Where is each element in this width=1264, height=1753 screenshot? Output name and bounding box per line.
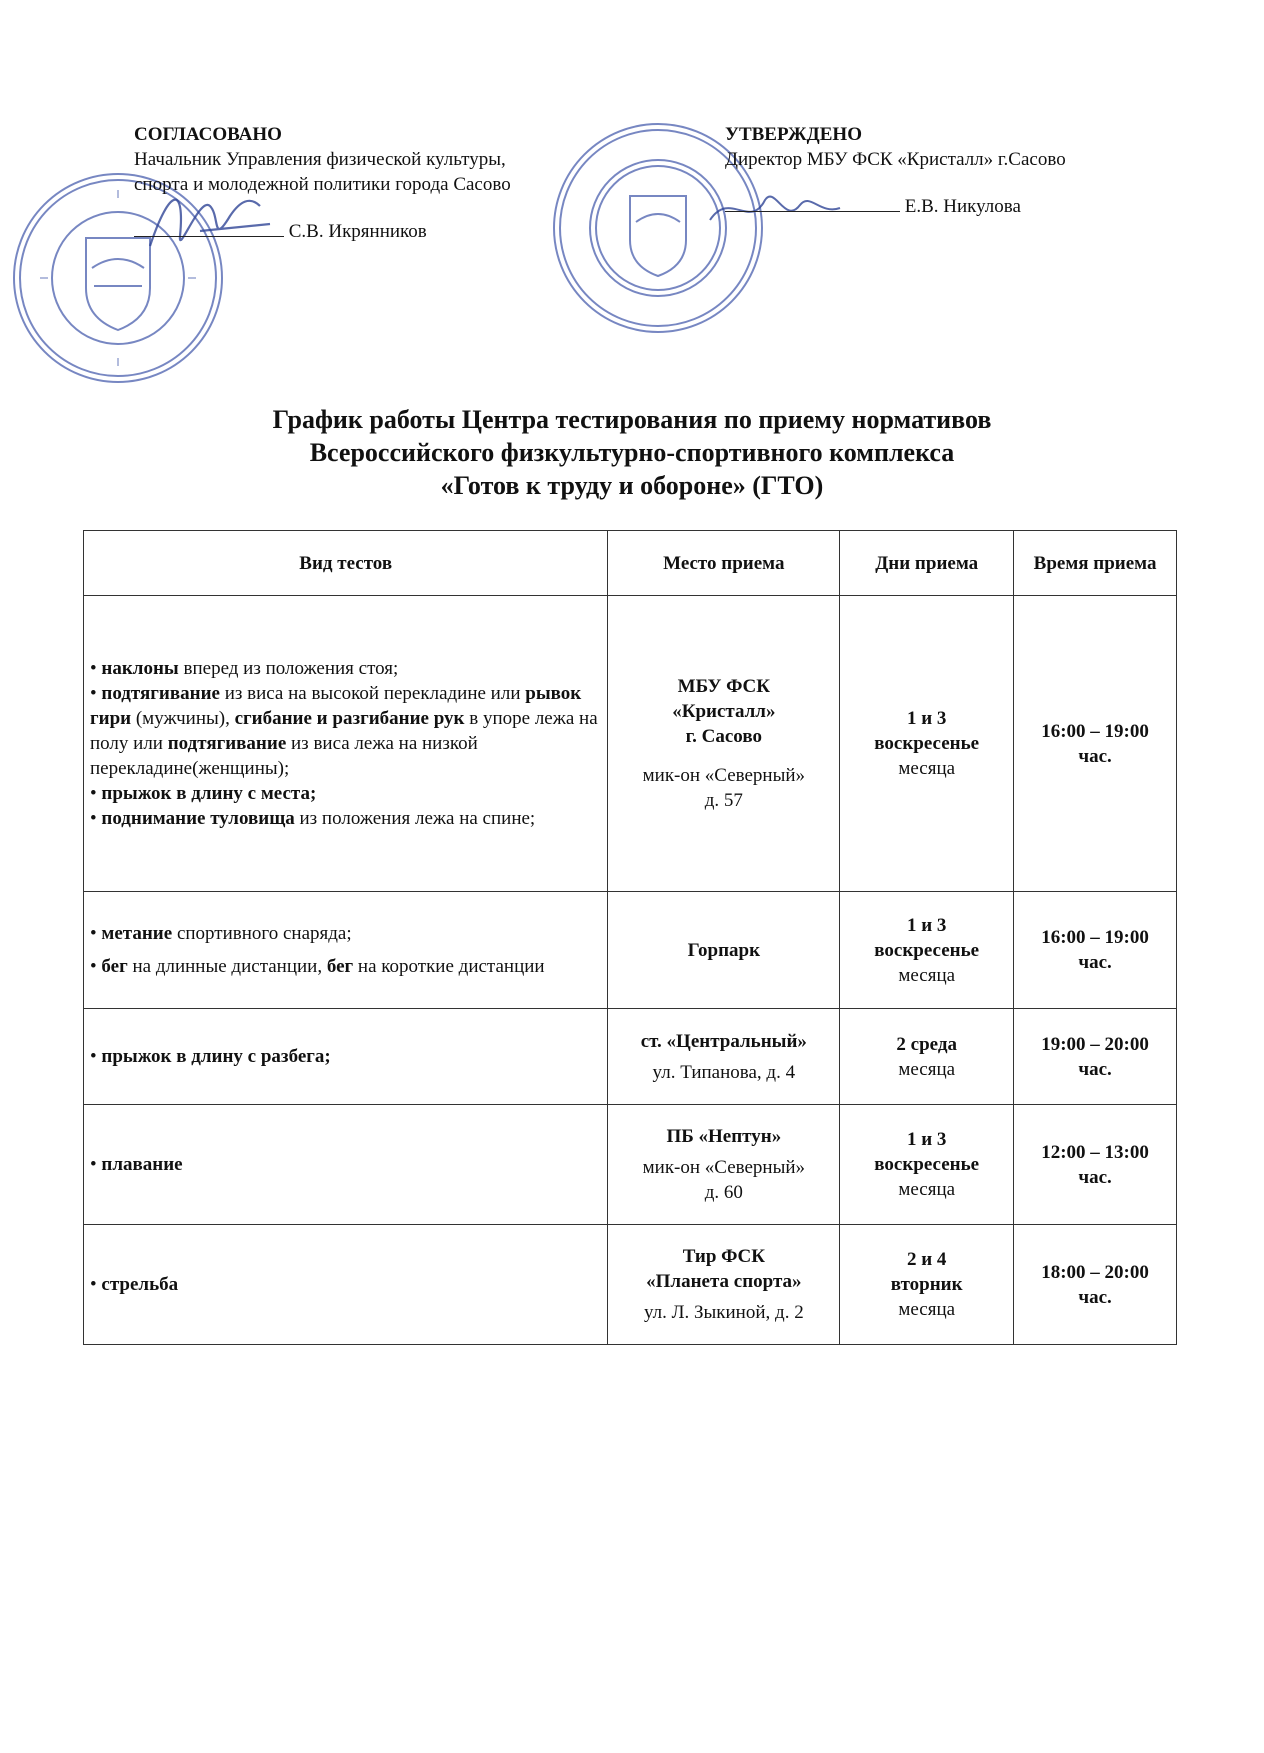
table-header-row [84,531,1177,596]
time-range: 12:00 – 13:00 [1041,1141,1149,1163]
days-value: 1 и 3 [906,914,947,936]
time-unit: час. [1078,745,1112,767]
time-cell [1014,1105,1177,1225]
days-cell [840,596,1014,892]
tests-cell [84,596,608,892]
title-line-3: «Готов к труду и обороне» (ГТО) [440,471,824,500]
time-unit: час. [1078,1166,1112,1188]
table-row [84,1225,1177,1345]
days-value: воскресенье [874,1154,980,1175]
days-cell [840,1105,1014,1225]
agreed-position-line2: спорта и молодежной политики города Сасово [134,174,511,195]
document-title [0,403,1264,502]
place-address: д. 60 [704,1182,743,1203]
place-name: Тир ФСК [682,1246,765,1267]
tests-cell [84,1009,608,1105]
place-name: Горпарк [687,939,761,961]
test-item: • бег на длинные дистанции, бег на короткие дистанции [90,954,601,979]
place-cell [608,892,840,1009]
table-row [84,1105,1177,1225]
test-item: • прыжок в длину с места; [90,781,601,806]
place-cell [608,1105,840,1225]
place-address: мик-он «Северный» [642,765,806,786]
test-item: • прыжок в длину с разбега; [90,1044,601,1069]
place-cell [608,596,840,892]
table-row [84,892,1177,1009]
header-days: Дни приема [840,531,1014,596]
title-line-2: Всероссийского физкультурно-спортивного комплекса [309,438,955,467]
tests-cell [84,1225,608,1345]
days-cell [840,892,1014,1009]
place-name: «Кристалл» [672,701,776,722]
place-address: ул. Л. Зыкиной, д. 2 [643,1302,804,1323]
agreed-position-line1: Начальник Управления физической культуры, [134,149,506,170]
days-cell [840,1225,1014,1345]
approved-block [725,122,1225,219]
days-unit: месяца [898,758,956,779]
title-line-1: График работы Центра тестирования по приему нормативов [272,405,992,434]
agreed-block [134,122,654,244]
tests-cell [84,1105,608,1225]
place-name: МБУ ФСК [677,676,770,697]
days-value: 2 среда [896,1033,957,1055]
time-unit: час. [1078,1286,1112,1308]
test-item: • стрельба [90,1272,601,1297]
place-address: ул. Типанова, д. 4 [652,1061,796,1083]
place-name: г. Сасово [685,726,762,747]
days-unit: месяца [898,1179,956,1200]
days-value: вторник [890,1274,963,1295]
time-unit: час. [1078,952,1112,973]
test-item: • поднимание туловища из положения лежа на спине; [90,806,601,831]
place-name: ПБ «Нептун» [666,1126,782,1147]
table-row [84,596,1177,892]
approved-signature-line [725,211,900,212]
time-range: 18:00 – 20:00 [1041,1261,1149,1283]
header-time: Время приема [1014,531,1177,596]
place-name: «Планета спорта» [646,1271,802,1292]
header-place: Место приема [608,531,840,596]
place-address: д. 57 [704,790,743,811]
time-range: 16:00 – 19:00 [1041,720,1149,742]
days-value: 1 и 3 [906,708,947,729]
time-cell [1014,596,1177,892]
tests-cell [84,892,608,1009]
time-range: 16:00 – 19:00 [1041,927,1149,948]
days-unit: месяца [898,1299,956,1320]
days-cell [840,1009,1014,1105]
time-cell [1014,892,1177,1009]
test-item: • метание спортивного снаряда; [90,921,601,946]
place-cell [608,1009,840,1105]
approved-signer: Е.В. Никулова [904,196,1021,217]
schedule-table [83,530,1177,1345]
days-value: воскресенье [874,733,980,754]
agreed-heading: СОГЛАСОВАНО [134,124,282,145]
days-value: воскресенье [874,939,980,961]
place-address: мик-он «Северный» [642,1157,806,1178]
approved-heading: УТВЕРЖДЕНО [725,124,862,145]
time-range: 19:00 – 20:00 [1041,1033,1149,1055]
days-value: 1 и 3 [906,1129,947,1150]
days-value: 2 и 4 [906,1249,947,1270]
days-unit: месяца [898,964,956,986]
time-cell [1014,1225,1177,1345]
test-item: • подтягивание из виса на высокой перекладине или рывок гири (мужчины), сгибание и разгибание рук в упоре лежа на полу или подтягивание из виса лежа на низкой перекладине(женщины); [90,681,601,781]
place-cell [608,1225,840,1345]
approved-position-line1: Директор МБУ ФСК «Кристалл» г.Сасово [725,149,1066,170]
place-name: ст. «Центральный» [640,1030,807,1052]
time-cell [1014,1009,1177,1105]
header-test-type: Вид тестов [84,531,608,596]
agreed-signer: С.В. Икрянников [288,221,427,242]
table-row [84,1009,1177,1105]
test-item: • наклоны вперед из положения стоя; [90,656,601,681]
test-item: • плавание [90,1152,601,1177]
time-unit: час. [1078,1058,1112,1080]
days-unit: месяца [898,1058,956,1080]
agreed-signature-line [134,236,284,237]
